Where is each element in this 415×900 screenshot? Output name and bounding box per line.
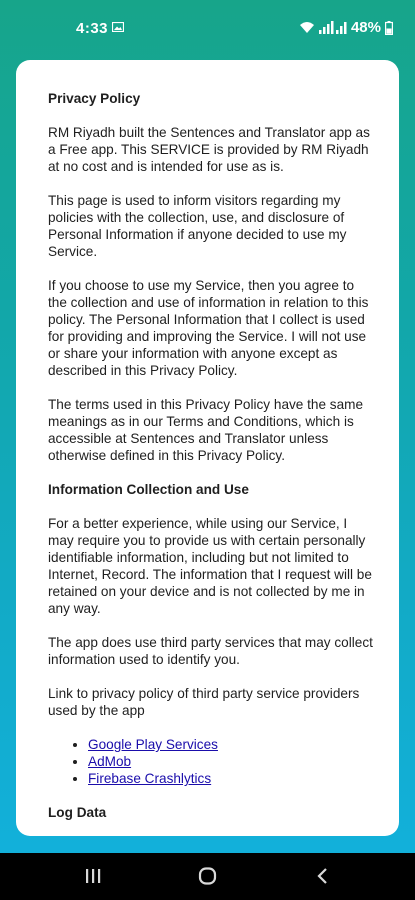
policy-paragraph: If you choose to use my Service, then you agree to the collection and use of information in relation to this policy. The Personal Information that I collect is used for providing and improving the Service. I will not use or share your information with anyone except as described in this Privacy Policy. [48, 278, 369, 378]
status-indicators [299, 19, 393, 36]
signal-icon [319, 21, 347, 34]
image-notification-icon [112, 22, 124, 32]
section-heading-information-collection: Information Collection and Use [48, 482, 249, 497]
policy-paragraph: For a better experience, while using our Service, I may require you to provide us with certain personally identifiable information, including but not limited to Internet, Record. The information that I request will be retained on your device and is not collected by me in any way. [48, 516, 372, 616]
battery-percent: 48% [350, 19, 381, 36]
list-item [88, 770, 374, 787]
back-icon[interactable] [316, 867, 330, 885]
list-item [88, 736, 374, 753]
policy-paragraph: This page is used to inform visitors regarding my policies with the collection, use, and disclosure of Personal Information if anyone decided to use my Service. [48, 193, 347, 259]
third-party-links [48, 736, 374, 787]
policy-content [48, 90, 374, 836]
battery-icon [385, 21, 393, 35]
link-firebase-crashlytics[interactable]: Firebase Crashlytics [88, 771, 212, 786]
policy-paragraph: The app does use third party services that may collect information used to identify you. [48, 635, 373, 667]
list-item [88, 753, 374, 770]
policy-paragraph: Link to privacy policy of third party service providers used by the app [48, 686, 360, 718]
status-bar [0, 0, 415, 58]
navigation-bar [0, 853, 415, 900]
policy-title: Privacy Policy [48, 91, 141, 106]
link-admob[interactable]: AdMob [88, 754, 132, 769]
recents-icon[interactable] [84, 867, 102, 885]
privacy-policy-card[interactable] [16, 60, 399, 836]
wifi-icon [299, 21, 315, 34]
policy-paragraph: The terms used in this Privacy Policy have the same meanings as in our Terms and Conditions, which is accessible at Sentences and Translator unless otherwise defined in this Privacy Policy. [48, 397, 364, 463]
link-google-play-services[interactable]: Google Play Services [88, 737, 218, 752]
section-heading-log-data: Log Data [48, 805, 107, 820]
status-time: 4:33 [76, 20, 109, 37]
policy-paragraph: RM Riyadh built the Sentences and Translator app as a Free app. This SERVICE is provided by RM Riyadh at no cost and is intended for use as is. [48, 125, 370, 174]
home-icon[interactable] [198, 867, 218, 885]
